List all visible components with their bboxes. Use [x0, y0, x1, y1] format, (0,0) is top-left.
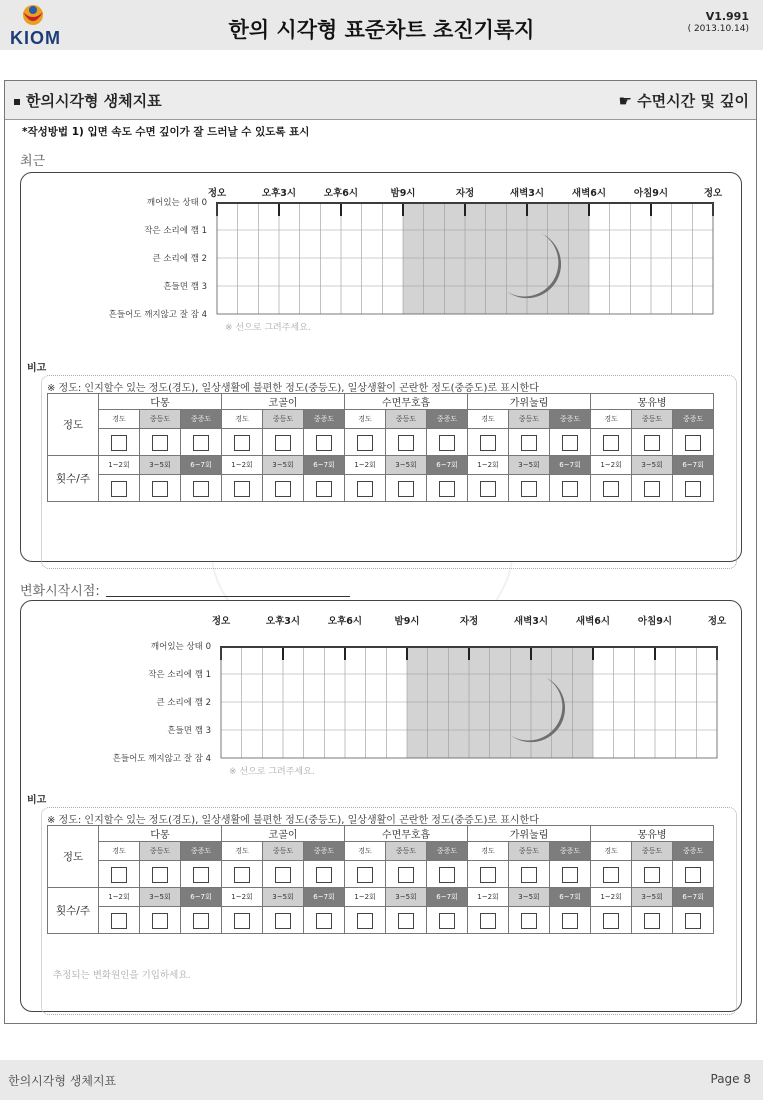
- severity-level-label: 중등도: [263, 842, 304, 861]
- frequency-checkbox[interactable]: [603, 913, 619, 929]
- section-title: [14, 90, 162, 111]
- severity-checkbox[interactable]: [275, 435, 291, 451]
- frequency-level-label: 3~5회: [509, 456, 550, 475]
- time-label: 오후6시: [327, 616, 363, 627]
- severity-checkbox[interactable]: [357, 435, 373, 451]
- severity-checkbox[interactable]: [439, 435, 455, 451]
- severity-checkbox[interactable]: [398, 435, 414, 451]
- checkbox-cell: [550, 861, 591, 888]
- time-label: 오후3시: [265, 616, 301, 627]
- checkbox-cell: [140, 429, 181, 456]
- checkbox-cell: [509, 429, 550, 456]
- severity-level-label: 중등도: [386, 842, 427, 861]
- frequency-checkbox[interactable]: [193, 913, 209, 929]
- severity-checkbox[interactable]: [234, 867, 250, 883]
- checkbox-cell: [673, 861, 714, 888]
- frequency-level-label: 3~5회: [140, 888, 181, 907]
- severity-level-label: 중등도: [509, 842, 550, 861]
- remarks-title: 비고: [27, 795, 47, 806]
- checkbox-cell: [345, 475, 386, 502]
- severity-checkbox[interactable]: [685, 867, 701, 883]
- checkbox-cell: [427, 907, 468, 934]
- frequency-level-label: 1~2회: [591, 456, 632, 475]
- checkbox-cell: [427, 475, 468, 502]
- severity-level-label: 중등도: [263, 410, 304, 429]
- checkbox-cell: [140, 907, 181, 934]
- frequency-checkbox[interactable]: [562, 481, 578, 497]
- frequency-level-label: 3~5회: [263, 456, 304, 475]
- frequency-checkbox[interactable]: [357, 913, 373, 929]
- checkbox-cell: [632, 475, 673, 502]
- severity-level-label: 경도: [99, 410, 140, 429]
- frequency-checkbox[interactable]: [644, 913, 660, 929]
- checkbox-cell: [427, 861, 468, 888]
- frequency-checkbox[interactable]: [480, 913, 496, 929]
- checkbox-cell: [386, 429, 427, 456]
- frequency-checkbox[interactable]: [275, 481, 291, 497]
- time-label: 밤9시: [390, 188, 416, 199]
- checkbox-cell: [550, 429, 591, 456]
- checkbox-cell: [222, 429, 263, 456]
- severity-level-label: 경도: [468, 842, 509, 861]
- severity-checkbox[interactable]: [644, 435, 660, 451]
- severity-checkbox[interactable]: [562, 435, 578, 451]
- frequency-checkbox[interactable]: [439, 913, 455, 929]
- checkbox-cell: [427, 429, 468, 456]
- severity-level-label: 중증도: [427, 410, 468, 429]
- frequency-level-label: 6~7회: [673, 888, 714, 907]
- severity-level-label: 경도: [99, 842, 140, 861]
- checkbox-cell: [181, 429, 222, 456]
- checkbox-cell: [468, 429, 509, 456]
- severity-level-label: 중증도: [550, 410, 591, 429]
- time-label: 밤9시: [394, 616, 420, 627]
- frequency-level-label: 3~5회: [263, 888, 304, 907]
- severity-level-label: 경도: [222, 410, 263, 429]
- frequency-checkbox[interactable]: [193, 481, 209, 497]
- checkbox-cell: [222, 861, 263, 888]
- severity-checkbox[interactable]: [275, 867, 291, 883]
- frequency-checkbox[interactable]: [152, 913, 168, 929]
- severity-checkbox[interactable]: [603, 435, 619, 451]
- checkbox-cell: [632, 429, 673, 456]
- severity-checkbox[interactable]: [152, 867, 168, 883]
- depth-label: 큰 소리에 깸 2: [156, 698, 211, 708]
- severity-checkbox[interactable]: [234, 435, 250, 451]
- depth-label: 큰 소리에 깸 2: [152, 254, 207, 264]
- time-label: 새벽6시: [571, 188, 607, 199]
- frequency-level-label: 6~7회: [181, 456, 222, 475]
- depth-label: 깨어있는 상태 0: [150, 642, 211, 652]
- depth-label: 흔들면 깸 3: [163, 282, 207, 292]
- time-label: 자정: [455, 188, 475, 199]
- frequency-level-label: 6~7회: [550, 888, 591, 907]
- checkbox-cell: [181, 907, 222, 934]
- frequency-row-header: 횟수/주: [48, 888, 99, 934]
- frequency-checkbox[interactable]: [398, 481, 414, 497]
- frequency-checkbox[interactable]: [234, 481, 250, 497]
- severity-note: ※ 정도: 인지할수 있는 정도(경도), 일상생활에 불편한 정도(중등도), 일상생활이 곤란한 정도(중증도)로 표시한다: [47, 815, 539, 826]
- severity-checkbox[interactable]: [111, 435, 127, 451]
- symptom-group-header: 몽유병: [591, 826, 714, 842]
- severity-level-label: 중등도: [140, 842, 181, 861]
- severity-level-label: 경도: [468, 410, 509, 429]
- time-label: 새벽6시: [575, 616, 611, 627]
- checkbox-cell: [345, 861, 386, 888]
- depth-label: 작은 소리에 깸 1: [144, 226, 207, 236]
- checkbox-cell: [468, 475, 509, 502]
- time-label: 정오: [207, 188, 227, 199]
- frequency-level-label: 3~5회: [632, 456, 673, 475]
- frequency-checkbox[interactable]: [603, 481, 619, 497]
- severity-level-label: 중증도: [550, 842, 591, 861]
- frequency-level-label: 1~2회: [345, 888, 386, 907]
- checkbox-cell: [140, 475, 181, 502]
- version-date: ( 2013.10.14): [687, 24, 749, 34]
- severity-checkbox[interactable]: [152, 435, 168, 451]
- frequency-level-label: 3~5회: [509, 888, 550, 907]
- severity-checkbox[interactable]: [193, 867, 209, 883]
- checkbox-cell: [591, 861, 632, 888]
- severity-checkbox[interactable]: [603, 867, 619, 883]
- time-label: 아침9시: [637, 616, 673, 627]
- symptom-group-header: 가위눌림: [468, 826, 591, 842]
- checkbox-cell: [99, 907, 140, 934]
- checkbox-cell: [632, 907, 673, 934]
- frequency-level-label: 6~7회: [427, 888, 468, 907]
- document-title: 한의 시각형 표준차트 초진기록지: [228, 18, 535, 42]
- severity-level-label: 경도: [591, 410, 632, 429]
- depth-label: 깨어있는 상태 0: [146, 198, 207, 208]
- frequency-level-label: 6~7회: [304, 888, 345, 907]
- frequency-checkbox[interactable]: [644, 481, 660, 497]
- checkbox-cell: [345, 907, 386, 934]
- checkbox-cell: [263, 907, 304, 934]
- severity-level-label: 경도: [222, 842, 263, 861]
- severity-level-label: 중증도: [181, 410, 222, 429]
- time-label: 자정: [459, 616, 479, 627]
- frequency-level-label: 1~2회: [222, 456, 263, 475]
- symptom-group-header: 다몽: [99, 826, 222, 842]
- severity-checkbox[interactable]: [521, 435, 537, 451]
- frequency-checkbox[interactable]: [111, 913, 127, 929]
- footer-section-name: 한의시각형 생체지표: [8, 1074, 117, 1088]
- severity-row-header: 정도: [48, 394, 99, 456]
- severity-level-label: 중등도: [632, 410, 673, 429]
- checkbox-cell: [181, 861, 222, 888]
- severity-level-label: 중증도: [304, 842, 345, 861]
- severity-level-label: 중증도: [181, 842, 222, 861]
- severity-level-label: 경도: [345, 410, 386, 429]
- severity-level-label: 중증도: [673, 842, 714, 861]
- depth-label: 흔들면 깸 3: [167, 726, 211, 736]
- frequency-checkbox[interactable]: [152, 481, 168, 497]
- draw-hint: ※ 선으로 그려주세요.: [225, 323, 311, 333]
- depth-label: 흔들어도 깨지않고 잘 잠 4: [108, 310, 207, 320]
- checkbox-cell: [509, 861, 550, 888]
- time-label: 오후3시: [261, 188, 297, 199]
- symptom-group-header: 코골이: [222, 826, 345, 842]
- symptom-group-header: 가위눌림: [468, 394, 591, 410]
- checkbox-cell: [99, 429, 140, 456]
- frequency-level-label: 3~5회: [386, 456, 427, 475]
- checkbox-cell: [509, 475, 550, 502]
- draw-hint: ※ 선으로 그려주세요.: [229, 767, 315, 777]
- time-label: 정오: [211, 616, 231, 627]
- checkbox-cell: [99, 861, 140, 888]
- checkbox-cell: [304, 861, 345, 888]
- frequency-level-label: 6~7회: [550, 456, 591, 475]
- frequency-level-label: 3~5회: [632, 888, 673, 907]
- checkbox-cell: [304, 475, 345, 502]
- severity-checkbox[interactable]: [480, 867, 496, 883]
- severity-checkbox[interactable]: [521, 867, 537, 883]
- time-label: 정오: [707, 616, 727, 627]
- severity-checkbox[interactable]: [644, 867, 660, 883]
- checkbox-cell: [304, 429, 345, 456]
- frequency-level-label: 6~7회: [181, 888, 222, 907]
- checkbox-cell: [550, 907, 591, 934]
- severity-checkbox[interactable]: [193, 435, 209, 451]
- checkbox-cell: [632, 861, 673, 888]
- sleep-panel-recent: [20, 172, 742, 562]
- severity-level-label: 중증도: [427, 842, 468, 861]
- checkbox-cell: [99, 475, 140, 502]
- severity-level-label: 중등도: [509, 410, 550, 429]
- checkbox-cell: [673, 429, 714, 456]
- frequency-checkbox[interactable]: [316, 481, 332, 497]
- symptom-table: [47, 825, 714, 934]
- frequency-level-label: 6~7회: [427, 456, 468, 475]
- checkbox-cell: [591, 475, 632, 502]
- severity-checkbox[interactable]: [357, 867, 373, 883]
- time-label: 새벽3시: [509, 188, 545, 199]
- section-title-text: 한의시각형 생체지표: [26, 92, 162, 110]
- sleep-panel-change: [20, 600, 742, 1012]
- severity-checkbox[interactable]: [480, 435, 496, 451]
- frequency-level-label: 1~2회: [345, 456, 386, 475]
- change-start-label: 변화시작시점:: [20, 584, 100, 599]
- change-start-input[interactable]: [106, 596, 350, 597]
- severity-checkbox[interactable]: [439, 867, 455, 883]
- frequency-checkbox[interactable]: [357, 481, 373, 497]
- sleep-depth-grid[interactable]: [216, 202, 714, 316]
- logo-text: KIOM: [10, 28, 61, 48]
- checkbox-cell: [263, 861, 304, 888]
- symptom-group-header: 코골이: [222, 394, 345, 410]
- checkbox-cell: [181, 475, 222, 502]
- symptom-group-header: 수면무호흡: [345, 394, 468, 410]
- section-subtitle: ☛ 수면시간 및 깊이: [618, 92, 749, 110]
- frequency-checkbox[interactable]: [234, 913, 250, 929]
- checkbox-cell: [263, 475, 304, 502]
- cause-hint: 추정되는 변화원인을 기입하세요.: [53, 970, 191, 981]
- sleep-depth-grid[interactable]: [220, 646, 718, 760]
- checkbox-cell: [591, 907, 632, 934]
- frequency-level-label: 1~2회: [222, 888, 263, 907]
- checkbox-cell: [550, 475, 591, 502]
- severity-level-label: 중등도: [632, 842, 673, 861]
- frequency-level-label: 1~2회: [468, 888, 509, 907]
- checkbox-cell: [386, 475, 427, 502]
- severity-level-label: 중증도: [673, 410, 714, 429]
- depth-label: 작은 소리에 깸 1: [148, 670, 211, 680]
- severity-level-label: 경도: [345, 842, 386, 861]
- symptom-table: [47, 393, 714, 502]
- severity-checkbox[interactable]: [316, 435, 332, 451]
- footer-page-number: Page 8: [710, 1072, 751, 1086]
- checkbox-cell: [673, 907, 714, 934]
- time-label: 정오: [703, 188, 723, 199]
- frequency-checkbox[interactable]: [111, 481, 127, 497]
- frequency-checkbox[interactable]: [275, 913, 291, 929]
- checkbox-cell: [140, 861, 181, 888]
- severity-checkbox[interactable]: [111, 867, 127, 883]
- checkbox-cell: [386, 907, 427, 934]
- checkbox-cell: [222, 475, 263, 502]
- checkbox-cell: [468, 907, 509, 934]
- symptom-group-header: 몽유병: [591, 394, 714, 410]
- checkbox-cell: [263, 429, 304, 456]
- symptom-group-header: 다몽: [99, 394, 222, 410]
- severity-level-label: 경도: [591, 842, 632, 861]
- severity-level-label: 중증도: [304, 410, 345, 429]
- frequency-level-label: 1~2회: [468, 456, 509, 475]
- severity-note: ※ 정도: 인지할수 있는 정도(경도), 일상생활에 불편한 정도(중등도), 일상생활이 곤란한 정도(중증도)로 표시한다: [47, 383, 539, 394]
- frequency-checkbox[interactable]: [439, 481, 455, 497]
- checkbox-cell: [468, 861, 509, 888]
- frequency-level-label: 1~2회: [591, 888, 632, 907]
- depth-label: 흔들어도 깨지않고 잘 잠 4: [112, 754, 211, 764]
- checkbox-cell: [386, 861, 427, 888]
- remarks-title: 비고: [27, 363, 47, 374]
- bullet-square-icon: [14, 99, 20, 105]
- symptom-group-header: 수면무호흡: [345, 826, 468, 842]
- frequency-level-label: 1~2회: [99, 456, 140, 475]
- frequency-level-label: 3~5회: [140, 456, 181, 475]
- version-info: [688, 10, 749, 36]
- severity-level-label: 중등도: [140, 410, 181, 429]
- severity-checkbox[interactable]: [562, 867, 578, 883]
- frequency-row-header: 횟수/주: [48, 456, 99, 502]
- frequency-checkbox[interactable]: [521, 913, 537, 929]
- severity-checkbox[interactable]: [685, 435, 701, 451]
- checkbox-cell: [345, 429, 386, 456]
- frequency-checkbox[interactable]: [398, 913, 414, 929]
- recent-label: 최근: [20, 154, 46, 169]
- time-label: 오후6시: [323, 188, 359, 199]
- version-number: V1.991: [705, 10, 749, 23]
- frequency-checkbox[interactable]: [685, 913, 701, 929]
- frequency-checkbox[interactable]: [480, 481, 496, 497]
- frequency-checkbox[interactable]: [521, 481, 537, 497]
- severity-row-header: 정도: [48, 826, 99, 888]
- frequency-level-label: 3~5회: [386, 888, 427, 907]
- checkbox-cell: [509, 907, 550, 934]
- instruction-text: *작성방법 1) 입면 속도 수면 깊이가 잘 드러날 수 있도록 표시: [22, 126, 310, 138]
- checkbox-cell: [591, 429, 632, 456]
- frequency-level-label: 6~7회: [673, 456, 714, 475]
- checkbox-cell: [222, 907, 263, 934]
- severity-checkbox[interactable]: [398, 867, 414, 883]
- frequency-checkbox[interactable]: [316, 913, 332, 929]
- time-label: 새벽3시: [513, 616, 549, 627]
- frequency-level-label: 6~7회: [304, 456, 345, 475]
- severity-checkbox[interactable]: [316, 867, 332, 883]
- checkbox-cell: [304, 907, 345, 934]
- severity-level-label: 중등도: [386, 410, 427, 429]
- frequency-checkbox[interactable]: [562, 913, 578, 929]
- frequency-level-label: 1~2회: [99, 888, 140, 907]
- checkbox-cell: [673, 475, 714, 502]
- time-label: 아침9시: [633, 188, 669, 199]
- frequency-checkbox[interactable]: [685, 481, 701, 497]
